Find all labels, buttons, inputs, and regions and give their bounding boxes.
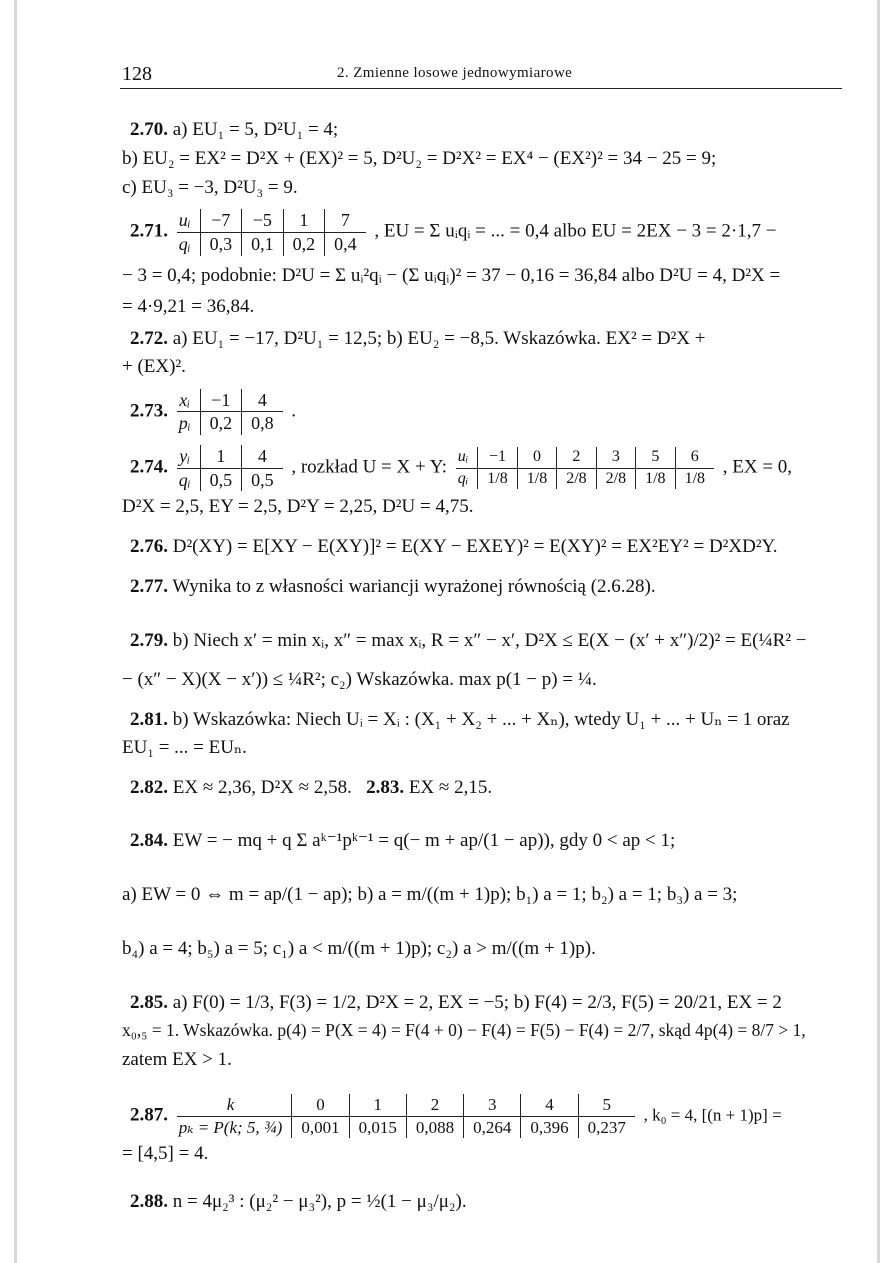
solution-number: 2.82.: [130, 776, 168, 798]
solution-text: EW = − mq + q Σ aᵏ⁻¹pᵏ⁻¹ = q(− m + ap/(1 − ap)), gdy 0 < ap < 1;: [172, 830, 676, 852]
distribution-table-y: yᵢ 1 4 qᵢ 0,5 0,5: [177, 445, 283, 491]
solution-number: 2.70.: [130, 119, 168, 140]
solution-text: x₀,₅ = 1. Wskazówka. p(4) = P(X = 4) = F(4 + 0) − F(4) = F(5) − F(4) = 2/7, skąd 4p(4) = 8/7 > 1,: [122, 1020, 806, 1041]
solution-text: a) F(0) = 1/3, F(3) = 1/2, D²X = 2, EX = −5; b) F(4) = 2/3, F(5) = 20/21, EX = 2: [172, 991, 782, 1013]
solution-2-85: [122, 991, 844, 1015]
solution-2-76: [122, 535, 844, 559]
solution-2-71-cont: [122, 264, 844, 288]
solution-text: b) EU₂ = EX² = D²X + (EX)² = 5, D²U₂ = D²X² = EX⁴ − (EX²)² = 34 − 25 = 9;: [122, 147, 717, 169]
solution-2-73: 2.73. xᵢ −1 4 pᵢ 0,2 0,8 .: [130, 389, 297, 434]
distribution-table-u-sum: uᵢ −1 0 2 3 5 6 qᵢ 1/8 1/8 2/8 2/8 1/8 1/8: [456, 447, 714, 489]
solution-text: b) Niech x′ = min xᵢ, x″ = max xᵢ, R = x″ − x′, D²X ≤ E(X − (x′ + x″)/2)² = E(¼R² −: [172, 629, 807, 651]
solution-number: 2.79.: [130, 629, 168, 651]
solution-text: a) EW = 0 ⇔ m = ap/(1 − ap); b) a = m/((m + 1)p); b₁) a = 1; b₂) a = 1; b₃) a = 3;: [122, 884, 738, 906]
solution-number: 2.71.: [130, 220, 168, 242]
solution-text: n = 4μ₂³ : (μ₂² − μ₃²), p = ½(1 − μ₃/μ₂).: [172, 1190, 467, 1212]
solution-number: 2.81.: [130, 709, 168, 731]
solution-2-71: [122, 209, 844, 255]
solution-text: D²(XY) = E[XY − E(XY)]² = E(XY − EXEY)² = E(XY)² = EX²EY² = D²XD²Y.: [172, 536, 778, 558]
solution-text: EX ≈ 2,36, D²X ≈ 2,58.: [172, 776, 352, 798]
solution-text: Wynika to z własności wariancji wyrażonej równością (2.6.28).: [172, 575, 656, 597]
page-number: 128: [122, 63, 152, 85]
solution-2-84-cont: [122, 883, 844, 907]
distribution-table-x: xᵢ −1 4 pᵢ 0,2 0,8: [177, 389, 283, 435]
solution-text: , EU = Σ uᵢqᵢ = ... = 0,4 albo EU = 2EX − 3 = 2·1,7 −: [374, 220, 777, 242]
solution-2-85-cont2: [122, 1048, 844, 1072]
solution-2-81: [122, 708, 844, 732]
solution-2-87-cont: [122, 1142, 844, 1166]
distribution-table-u: uᵢ −7 −5 1 7 qᵢ 0,3 0,1 0,2 0,4: [177, 209, 366, 255]
solution-2-84: [122, 829, 844, 853]
solution-2-72: [122, 327, 844, 351]
solution-number: 2.76.: [130, 536, 168, 558]
solution-2-74: 2.74. yᵢ 1 4 qᵢ 0,5 0,5 , rozkład U = X + Y: uᵢ −1 0 2 3 5 6 qᵢ 1/8 1/8 2/8 2/8 1/8 1/8 , EX = 0,: [130, 446, 793, 490]
solution-2-70-b: [122, 147, 844, 171]
solution-2-81-cont: [122, 736, 844, 760]
solution-number: 2.85.: [130, 991, 168, 1013]
solution-text: D²X = 2,5, EY = 2,5, D²Y = 2,25, D²U = 4,75.: [122, 496, 474, 518]
solution-2-71-cont2: [122, 295, 844, 319]
solution-2-85-cont: [122, 1020, 844, 1042]
header-rule: [120, 88, 842, 89]
page-edge-left: [14, 0, 17, 1263]
solution-text: − 3 = 0,4; podobnie: D²U = Σ uᵢ²qᵢ − (Σ uᵢqᵢ)² = 37 − 0,16 = 36,84 albo D²U = 4, D²X =: [122, 264, 781, 286]
solution-number: 2.77.: [130, 575, 168, 597]
solutions-content: [122, 118, 844, 1214]
solution-text: a) EU₁ = −17, D²U₁ = 12,5; b) EU₂ = −8,5. Wskazówka. EX² = D²X +: [172, 328, 706, 350]
solution-2-72-cont: [122, 355, 844, 379]
running-head: 2. Zmienne losowe jednowymiarowe: [337, 65, 573, 81]
solution-text: − (x″ − X)(X − x′)) ≤ ¼R²; c₂) Wskazówka. max p(1 − p) = ¼.: [122, 669, 597, 691]
solution-2-79-cont: [122, 668, 844, 692]
solution-2-84-cont2: [122, 937, 844, 961]
binomial-table: k 0 1 2 3 4 5 pₖ = P(k; 5, ¾) 0,001 0,015 0,088 0,264 0,396 0,237: [177, 1094, 635, 1138]
solution-2-82-83: [122, 776, 844, 800]
solution-text: + (EX)².: [122, 355, 186, 377]
solution-number: 2.84.: [130, 830, 168, 852]
solution-number: 2.74.: [130, 456, 168, 478]
solution-text: b) Wskazówka: Niech Uᵢ = Xᵢ : (X₁ + X₂ + ... + Xₙ), wtedy U₁ + ... + Uₙ = 1 oraz: [172, 709, 790, 731]
solution-text: zatem EX > 1.: [122, 1049, 232, 1071]
solution-text: EX ≈ 2,15.: [408, 776, 493, 798]
solution-number: 2.73.: [130, 400, 168, 422]
solution-text: EU₁ = ... = EUₙ.: [122, 736, 247, 758]
solution-2-87: 2.87. k 0 1 2 3 4 5 pₖ = P(k; 5, ¾) 0,001 0,015 0,088 0,264 0,396 0,237 , k₀ = 4, [(n + 1)p] =: [130, 1095, 782, 1137]
solution-text: a) EU₁ = 5, D²U₁ = 4;: [172, 119, 339, 140]
solution-text: b₄) a = 4; b₅) a = 5; c₁) a < m/((m + 1)p); c₂) a > m/((m + 1)p).: [122, 937, 596, 959]
page-edge-right: [877, 0, 880, 1263]
solution-text: = [4,5] = 4.: [122, 1143, 209, 1165]
solution-number: 2.72.: [130, 328, 168, 350]
solution-2-70-c: [122, 176, 844, 200]
solution-2-74-cont: [122, 495, 844, 519]
solution-text: = 4·9,21 = 36,84.: [122, 296, 255, 318]
page-header: [122, 62, 842, 86]
solution-2-70-a: [122, 118, 844, 142]
solution-text: c) EU₃ = −3, D²U₃ = 9.: [122, 176, 298, 198]
solution-number: 2.87.: [130, 1104, 168, 1126]
solution-number: 2.88.: [130, 1190, 168, 1212]
solution-number: 2.83.: [366, 776, 405, 798]
solution-2-88: [122, 1190, 844, 1214]
solution-2-79: [122, 629, 844, 653]
solution-2-77: [122, 575, 844, 599]
